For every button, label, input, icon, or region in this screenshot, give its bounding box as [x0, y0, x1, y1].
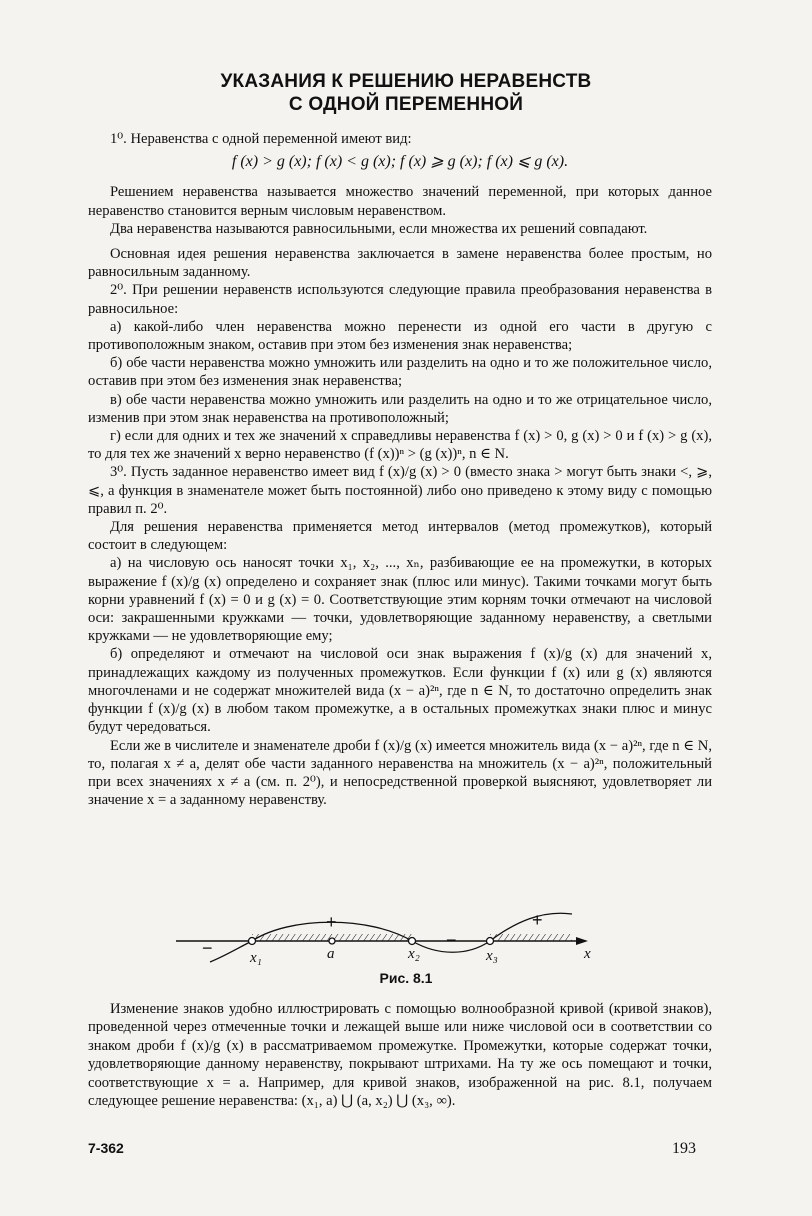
paragraph: а) на числовую ось наносят точки x₁, x₂, ..., xₙ, разбивающие ее на промежутки, в которых выражение f (x)/g (x) определено и сохраняет знак (плюс или минус). Такими точками могут быть корни уравнений f (x) = 0 и g (x) = 0. Соответствующие этим корням точки отмечают на числовой оси: закрашенными кружками — точки, удовлетворяющие заданному неравенству, а светлыми кружками — не удовлетворяющие ему;	[88, 555, 712, 645]
paragraph: б) определяют и отмечают на числовой оси знак выражения f (x)/g (x) для значений x, принадлежащих каждому из полученных промежутков. Если функции f (x) или g (x) являются многочленами и не содержат множителей вида (x − a)²ⁿ, где n ∈ N, то достаточно определить знак функции f (x)/g (x) в любом таком промежутке, а в остальных промежутках знаки плюс и минус будут чередоваться.	[88, 646, 712, 736]
label-x3: x₃	[486, 948, 498, 964]
paragraph: Два неравенства называются равносильными, если множества их решений совпадают.	[110, 220, 648, 237]
paragraph: Основная идея решения неравенства заключается в замене неравенства более простым, но равносильным заданному.	[88, 246, 712, 281]
paragraph: Если же в числителе и знаменателе дроби f (x)/g (x) имеется множитель вида (x − a)²ⁿ, где n ∈ N, то, полагая x ≠ a, делят обе части заданного неравенства на множитель (x − a)²ⁿ, положительный при всех значениях x ≠ a (см. п. 2⁰), и непосредственной проверкой выясняют, удовлетворяет ли значение x = a заданному неравенству.	[88, 737, 712, 809]
sign-label-4: +	[532, 912, 543, 930]
point-x3	[487, 938, 494, 945]
signature-mark: 7-362	[88, 1140, 124, 1156]
axis-arrow	[576, 937, 588, 945]
paragraph: 2⁰. При решении неравенств используются следующие правила преобразования неравенства в равносильное:	[88, 282, 712, 317]
point-x2	[409, 938, 416, 945]
paragraph: б) обе части неравенства можно умножить или разделить на одно и то же положительное число, оставив при этом без изменения знак неравенства;	[88, 355, 712, 390]
paragraph: 1⁰. Неравенства с одной переменной имеют вид:	[110, 131, 412, 147]
figure-caption: Рис. 8.1	[379, 970, 433, 986]
paragraph: Решением неравенства называется множество значений переменной, при которых данное неравенство становится верным числовым неравенством.	[88, 184, 712, 219]
point-x1	[249, 938, 256, 945]
paragraph: а) какой-либо член неравенства можно перенести из одной его части в другую с противоположным знаком, оставив при этом без изменения знак неравенства;	[88, 318, 712, 354]
page-title	[0, 70, 812, 116]
page-number: 193	[672, 1140, 696, 1157]
title-line-2: С ОДНОЙ ПЕРЕМЕННОЙ	[288, 94, 524, 115]
sign-label-1: −	[202, 938, 213, 958]
label-a: a	[327, 946, 335, 962]
paragraph: г) если для одних и тех же значений x справедливы неравенства f (x) > 0, g (x) > 0 и f (x) > g (x), то для тех же значений x верно неравенство (f (x))ⁿ > (g (x))ⁿ, n ∈ N.	[88, 428, 712, 463]
label-x2: x₂	[408, 946, 420, 962]
point-a	[329, 938, 335, 944]
closing-text	[88, 1000, 712, 1110]
hatch-interval-2	[490, 934, 572, 941]
sign-label-3: −	[446, 930, 457, 950]
paragraph: Для решения неравенства применяется метод интервалов (метод промежутков), который состоит в следующем:	[88, 519, 712, 554]
sign-label-2: +	[326, 912, 337, 932]
paragraph: в) обе части неравенства можно умножить или разделить на одно и то же отрицательное число, изменив при этом знак неравенства на противоположный;	[88, 391, 712, 426]
paragraph: 3⁰. Пусть заданное неравенство имеет вид f (x)/g (x) > 0 (вместо знака > могут быть знаки <, ⩾, ⩽, а функция в знаменателе может быть постоянной) либо оно приведено к этому виду с помощью правил п. 2⁰.	[88, 464, 712, 517]
label-x-axis: x	[584, 946, 591, 962]
label-x1: x₁	[250, 950, 262, 966]
title-line-1: УКАЗАНИЯ К РЕШЕНИЮ НЕРАВЕНСТВ	[220, 71, 592, 92]
main-text	[88, 130, 712, 809]
formula: f (x) > g (x); f (x) < g (x); f (x) ⩾ g (x); f (x) ⩽ g (x).	[231, 153, 569, 171]
paragraph: Изменение знаков удобно иллюстрировать с помощью волнообразной кривой (кривой знаков), проведенной через отмеченные точки и лежащей выше или ниже числовой оси в соответствии со знаком дроби f (x)/g (x) в рассматриваемом промежутке. Промежутки, которые содержат точки, удовлетворяющие данному неравенству, покрывают штрихами. На ту же ось помещают и точки, соответствующие x = a. Например, для кривой знаков, изображенной на рис. 8.1, получаем следующее решение неравенства: (x₁, a) ⋃ (a, x₂) ⋃ (x₃, ∞).	[88, 1001, 712, 1110]
